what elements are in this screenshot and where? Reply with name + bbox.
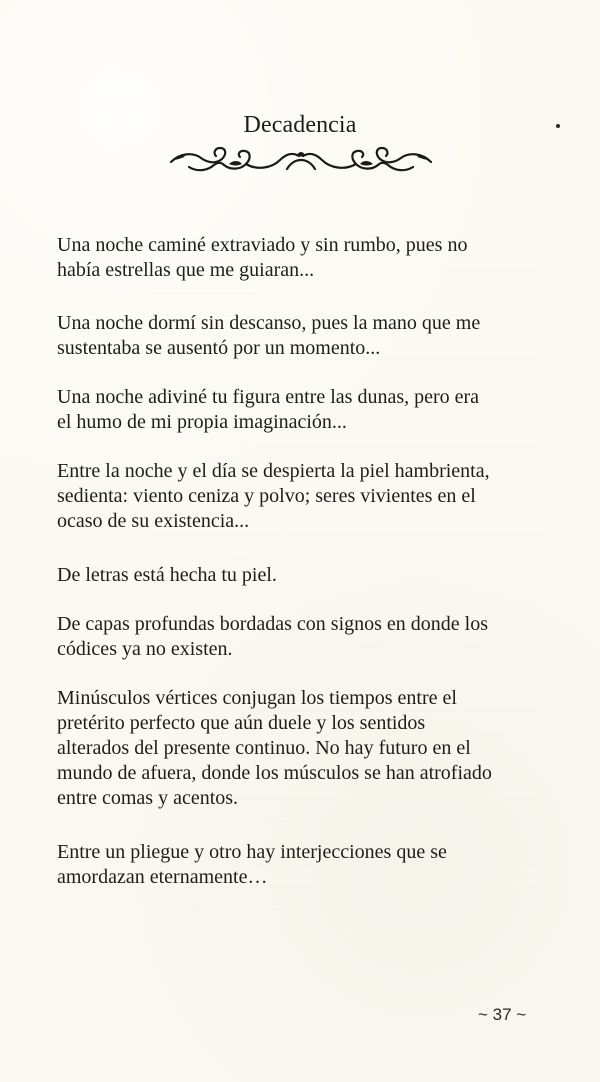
paragraph — [57, 233, 547, 283]
paragraph — [57, 563, 547, 588]
text-line: alterados del presente continuo. No hay futuro en el — [57, 737, 471, 759]
page-speck — [556, 124, 560, 128]
text-line: Minúsculos vértices conjugan los tiempos entre el — [57, 687, 457, 709]
text-line: sedienta: viento ceniza y polvo; seres vivientes en el — [57, 485, 476, 507]
text-line: pretérito perfecto que aún duele y los sentidos — [57, 712, 426, 734]
paragraph — [57, 311, 547, 361]
text-line: Una noche dormí sin descanso, pues la mano que me — [57, 312, 481, 334]
text-line: sustentaba se ausentó por un momento... — [57, 337, 381, 359]
text-line: mundo de afuera, donde los músculos se han atrofiado — [57, 762, 492, 784]
text-line: el humo de mi propia imaginación... — [57, 411, 347, 433]
page-title: Decadencia — [243, 112, 357, 138]
text-line: Entre la noche y el día se despierta la piel hambrienta, — [57, 460, 490, 482]
text-line: amordazan eternamente… — [57, 866, 268, 888]
paragraph — [57, 459, 547, 534]
paragraph — [57, 612, 547, 662]
paragraph — [57, 385, 547, 435]
text-line: Una noche caminé extraviado y sin rumbo, pues no — [57, 234, 468, 256]
text-line: De capas profundas bordadas con signos en donde los — [57, 613, 489, 635]
paragraph — [57, 840, 547, 890]
text-line: entre comas y acentos. — [57, 787, 239, 809]
paragraph — [57, 686, 547, 811]
text-line: Entre un pliegue y otro hay interjecciones que se — [57, 841, 447, 863]
page-number: ~ 37 ~ — [478, 1005, 527, 1024]
text-line: había estrellas que me guiaran... — [57, 259, 315, 281]
scroll-ornament-icon — [168, 142, 434, 176]
text-line: Una noche adiviné tu figura entre las dunas, pero era — [57, 386, 480, 408]
text-line: códices ya no existen. — [57, 638, 233, 660]
text-line: De letras está hecha tu piel. — [57, 564, 277, 586]
text-line: ocaso de su existencia... — [57, 510, 250, 532]
